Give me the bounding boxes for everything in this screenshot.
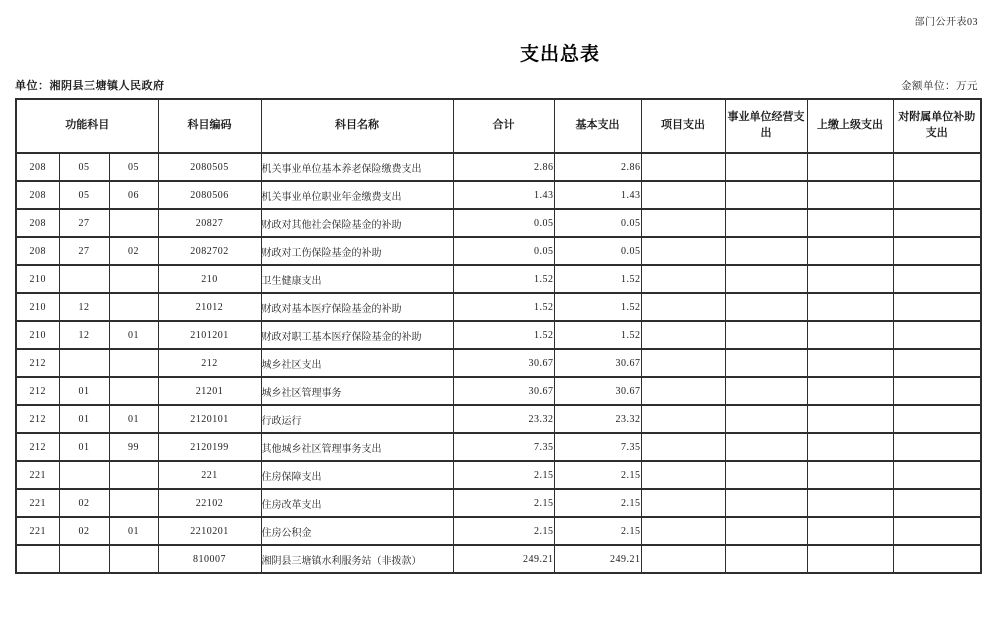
subject-name: 城乡社区管理事务	[261, 377, 453, 405]
func-code-item: 06	[109, 181, 158, 209]
func-code-item: 99	[109, 433, 158, 461]
func-code-section: 02	[59, 517, 109, 545]
func-code-class: 210	[16, 265, 59, 293]
subsidy-affiliated-amount	[893, 349, 981, 377]
upper-level-payment-amount	[807, 461, 893, 489]
subject-name: 财政对职工基本医疗保险基金的补助	[261, 321, 453, 349]
subject-name: 卫生健康支出	[261, 265, 453, 293]
subject-name: 行政运行	[261, 405, 453, 433]
table-row	[16, 349, 981, 377]
func-code-section: 12	[59, 293, 109, 321]
func-code-section: 01	[59, 405, 109, 433]
subject-code: 2210201	[158, 517, 261, 545]
subject-name: 财政对工伤保险基金的补助	[261, 237, 453, 265]
business-operating-amount	[725, 377, 807, 405]
business-operating-amount	[725, 153, 807, 181]
meta-row	[15, 77, 978, 93]
business-operating-amount	[725, 517, 807, 545]
table-row	[16, 209, 981, 237]
business-operating-amount	[725, 265, 807, 293]
func-code-item	[109, 377, 158, 405]
func-code-class: 212	[16, 377, 59, 405]
page-title: 支出总表	[519, 44, 601, 65]
table-row	[16, 377, 981, 405]
total-amount: 0.05	[453, 209, 554, 237]
business-operating-amount	[725, 181, 807, 209]
basic-expenditure-amount: 1.43	[554, 181, 641, 209]
basic-expenditure-amount: 1.52	[554, 265, 641, 293]
business-operating-amount	[725, 209, 807, 237]
func-code-section	[59, 461, 109, 489]
subject-name: 机关事业单位职业年金缴费支出	[261, 181, 453, 209]
basic-expenditure-amount: 1.52	[554, 293, 641, 321]
table-row	[16, 405, 981, 433]
func-code-section	[59, 265, 109, 293]
total-amount: 0.05	[453, 237, 554, 265]
upper-level-payment-amount	[807, 265, 893, 293]
subject-name: 机关事业单位基本养老保险缴费支出	[261, 153, 453, 181]
func-code-item	[109, 461, 158, 489]
func-code-class: 208	[16, 181, 59, 209]
total-amount: 2.15	[453, 461, 554, 489]
basic-expenditure-amount: 23.32	[554, 405, 641, 433]
amount-unit-label: 金额单位：万元	[901, 81, 978, 92]
project-expenditure-amount	[641, 461, 725, 489]
subject-code: 2082702	[158, 237, 261, 265]
project-expenditure-amount	[641, 433, 725, 461]
upper-level-payment-amount	[807, 293, 893, 321]
table-row	[16, 265, 981, 293]
total-amount: 2.86	[453, 153, 554, 181]
header-upper-level-payment: 上缴上级支出	[807, 99, 893, 153]
upper-level-payment-amount	[807, 405, 893, 433]
upper-level-payment-amount	[807, 209, 893, 237]
subsidy-affiliated-amount	[893, 293, 981, 321]
subject-code: 2120199	[158, 433, 261, 461]
header-functional-subject: 功能科目	[16, 99, 158, 153]
header-subject-name: 科目名称	[261, 99, 453, 153]
upper-level-payment-amount	[807, 489, 893, 517]
business-operating-amount	[725, 461, 807, 489]
business-operating-amount	[725, 405, 807, 433]
business-operating-amount	[725, 237, 807, 265]
subject-code: 22102	[158, 489, 261, 517]
subsidy-affiliated-amount	[893, 545, 981, 573]
func-code-section: 27	[59, 237, 109, 265]
subsidy-affiliated-amount	[893, 517, 981, 545]
header-subsidy-affiliated-units: 对附属单位补助支出	[893, 99, 981, 153]
table-body	[16, 153, 981, 573]
header-business-operating-expenditure: 事业单位经营支出	[725, 99, 807, 153]
business-operating-amount	[725, 489, 807, 517]
func-code-class: 221	[16, 461, 59, 489]
upper-level-payment-amount	[807, 181, 893, 209]
func-code-section: 27	[59, 209, 109, 237]
subject-code: 2080505	[158, 153, 261, 181]
basic-expenditure-amount: 30.67	[554, 377, 641, 405]
func-code-class: 210	[16, 321, 59, 349]
func-code-section: 01	[59, 433, 109, 461]
subsidy-affiliated-amount	[893, 153, 981, 181]
table-row	[16, 321, 981, 349]
subject-code: 2080506	[158, 181, 261, 209]
table-row	[16, 181, 981, 209]
subject-code: 212	[158, 349, 261, 377]
business-operating-amount	[725, 433, 807, 461]
subsidy-affiliated-amount	[893, 405, 981, 433]
total-amount: 2.15	[453, 517, 554, 545]
business-operating-amount	[725, 349, 807, 377]
func-code-class: 210	[16, 293, 59, 321]
subsidy-affiliated-amount	[893, 237, 981, 265]
basic-expenditure-amount: 0.05	[554, 209, 641, 237]
func-code-item: 02	[109, 237, 158, 265]
upper-level-payment-amount	[807, 433, 893, 461]
total-amount: 1.43	[453, 181, 554, 209]
func-code-section: 02	[59, 489, 109, 517]
header-total: 合计	[453, 99, 554, 153]
func-code-class: 208	[16, 153, 59, 181]
func-code-item	[109, 489, 158, 517]
project-expenditure-amount	[641, 349, 725, 377]
subject-code: 21201	[158, 377, 261, 405]
project-expenditure-amount	[641, 265, 725, 293]
subsidy-affiliated-amount	[893, 265, 981, 293]
upper-level-payment-amount	[807, 321, 893, 349]
subject-name: 财政对基本医疗保险基金的补助	[261, 293, 453, 321]
project-expenditure-amount	[641, 321, 725, 349]
upper-level-payment-amount	[807, 237, 893, 265]
subject-code: 2120101	[158, 405, 261, 433]
func-code-item: 01	[109, 517, 158, 545]
func-code-item	[109, 209, 158, 237]
basic-expenditure-amount: 249.21	[554, 545, 641, 573]
func-code-class: 221	[16, 517, 59, 545]
project-expenditure-amount	[641, 153, 725, 181]
unit-label: 单位：湘阴县三塘镇人民政府	[15, 80, 165, 92]
func-code-class: 212	[16, 405, 59, 433]
doc-number: 部门公开表03	[914, 17, 978, 28]
subject-name: 住房保障支出	[261, 461, 453, 489]
subject-code: 810007	[158, 545, 261, 573]
subject-name: 财政对其他社会保险基金的补助	[261, 209, 453, 237]
func-code-class: 212	[16, 349, 59, 377]
func-code-class: 208	[16, 209, 59, 237]
subsidy-affiliated-amount	[893, 433, 981, 461]
func-code-item: 01	[109, 405, 158, 433]
func-code-section: 12	[59, 321, 109, 349]
project-expenditure-amount	[641, 209, 725, 237]
project-expenditure-amount	[641, 377, 725, 405]
func-code-item	[109, 545, 158, 573]
subsidy-affiliated-amount	[893, 321, 981, 349]
total-amount: 30.67	[453, 349, 554, 377]
project-expenditure-amount	[641, 489, 725, 517]
table-row	[16, 461, 981, 489]
table-row	[16, 293, 981, 321]
project-expenditure-amount	[641, 405, 725, 433]
subject-code: 221	[158, 461, 261, 489]
table-row	[16, 153, 981, 181]
subsidy-affiliated-amount	[893, 209, 981, 237]
func-code-item	[109, 265, 158, 293]
subject-code: 210	[158, 265, 261, 293]
table-row	[16, 433, 981, 461]
subject-code: 21012	[158, 293, 261, 321]
func-code-item: 05	[109, 153, 158, 181]
subsidy-affiliated-amount	[893, 377, 981, 405]
func-code-item	[109, 349, 158, 377]
func-code-section: 05	[59, 153, 109, 181]
project-expenditure-amount	[641, 545, 725, 573]
header-row	[16, 99, 981, 153]
basic-expenditure-amount: 0.05	[554, 237, 641, 265]
upper-level-payment-amount	[807, 153, 893, 181]
header-subject-code: 科目编码	[158, 99, 261, 153]
project-expenditure-amount	[641, 517, 725, 545]
total-amount: 23.32	[453, 405, 554, 433]
func-code-class: 208	[16, 237, 59, 265]
subject-code: 2101201	[158, 321, 261, 349]
subsidy-affiliated-amount	[893, 181, 981, 209]
upper-level-payment-amount	[807, 377, 893, 405]
total-amount: 249.21	[453, 545, 554, 573]
table-row	[16, 517, 981, 545]
subject-name: 其他城乡社区管理事务支出	[261, 433, 453, 461]
header-basic-expenditure: 基本支出	[554, 99, 641, 153]
header-project-expenditure: 项目支出	[641, 99, 725, 153]
basic-expenditure-amount: 7.35	[554, 433, 641, 461]
func-code-section: 05	[59, 181, 109, 209]
basic-expenditure-amount: 2.86	[554, 153, 641, 181]
upper-level-payment-amount	[807, 349, 893, 377]
subject-name: 城乡社区支出	[261, 349, 453, 377]
total-amount: 2.15	[453, 489, 554, 517]
func-code-class	[16, 545, 59, 573]
func-code-section	[59, 349, 109, 377]
upper-level-payment-amount	[807, 517, 893, 545]
project-expenditure-amount	[641, 237, 725, 265]
subject-name: 住房公积金	[261, 517, 453, 545]
total-amount: 1.52	[453, 293, 554, 321]
subject-name: 住房改革支出	[261, 489, 453, 517]
subject-name: 湘阴县三塘镇水利服务站（非拨款）	[261, 545, 453, 573]
basic-expenditure-amount: 2.15	[554, 489, 641, 517]
business-operating-amount	[725, 545, 807, 573]
business-operating-amount	[725, 321, 807, 349]
basic-expenditure-amount: 2.15	[554, 461, 641, 489]
subsidy-affiliated-amount	[893, 489, 981, 517]
basic-expenditure-amount: 1.52	[554, 321, 641, 349]
total-amount: 1.52	[453, 265, 554, 293]
subsidy-affiliated-amount	[893, 461, 981, 489]
table-row	[16, 237, 981, 265]
basic-expenditure-amount: 30.67	[554, 349, 641, 377]
table-row	[16, 489, 981, 517]
project-expenditure-amount	[641, 293, 725, 321]
basic-expenditure-amount: 2.15	[554, 517, 641, 545]
business-operating-amount	[725, 293, 807, 321]
func-code-section: 01	[59, 377, 109, 405]
total-amount: 1.52	[453, 321, 554, 349]
func-code-item	[109, 293, 158, 321]
func-code-class: 212	[16, 433, 59, 461]
func-code-item: 01	[109, 321, 158, 349]
total-amount: 7.35	[453, 433, 554, 461]
expenditure-table	[15, 98, 982, 574]
total-amount: 30.67	[453, 377, 554, 405]
table-row	[16, 545, 981, 573]
upper-level-payment-amount	[807, 545, 893, 573]
func-code-section	[59, 545, 109, 573]
subject-code: 20827	[158, 209, 261, 237]
project-expenditure-amount	[641, 181, 725, 209]
func-code-class: 221	[16, 489, 59, 517]
